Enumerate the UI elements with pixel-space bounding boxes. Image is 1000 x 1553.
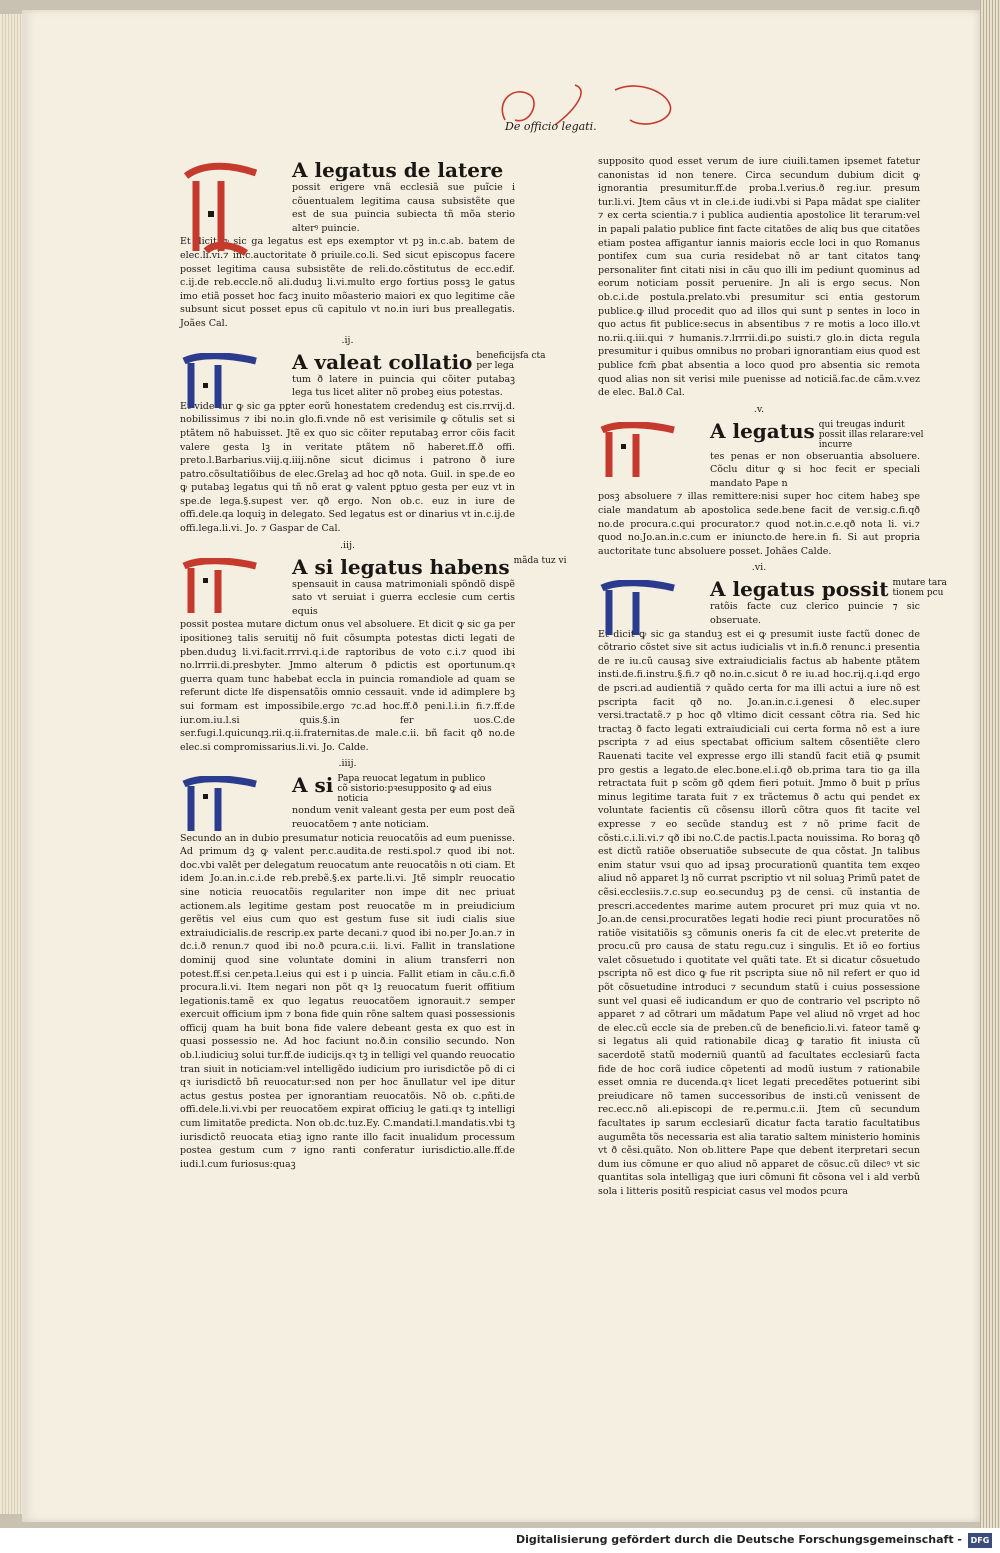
page-stack-right	[980, 0, 1000, 1528]
initial-blue-2	[176, 353, 264, 413]
headline-text: A legatus de latere	[292, 158, 504, 182]
body-text: posꝫ absoluere ⁊ illas remittere:nisi super hoc citem habeꝫ spe ciale mandatum ab apostolica sede.bene facit de ver.sig.c.fi.qð no.de procura.c.qui procurator.⁊ quod not.in.c.e.qð nota li. vi.⁊ quod no.Jo.an.in.c.cum er iniuncto.de here.in fi. Si aut propria auctoritate tunc absoluere posset.	[598, 491, 920, 557]
headline-text: A si legatus habens	[292, 554, 510, 579]
author: Jo. Calde.	[322, 741, 369, 753]
lead-lines: ratõis facte cuz clerico puincie ⁊ sic obseruate.	[710, 601, 920, 627]
body-text: possit postea mutare dictum onus vel absoluere. Et dicit ꝙ sic ga per ipositioneꝫ talis seruitij nõ fuit cõsumpta potestas dicti legati de pben.duduꝫ li.vi.facit.rrrvi.q.i.de raptoribus de voto c.i.⁊ quod ibi no.lrrrii.di.presbyter. Jmmo alterum ð pdictis est oportunum.qꝛ guerra quam tunc habebat eccla in puincia romandiole ad quam se referunt dicte lfe dispensatõis omnio cessauit. vnde id adimplere bꝫ sui formam est impossibile.ergo ⁊c.ad hoc.ff.ð peni.l.i.in fi.⁊.ff.de iur.om.iu.l.si quis.§.in fer uos.C.de ser.fugi.l.quicunqꝫ.rii.q.ii.fraternitas.de male.c.ii. bñ facit qð no.de elec.si compromissarius.li.vi.	[180, 619, 515, 753]
section-body	[598, 600, 920, 1198]
side-note: qui treugas indurit possit illas relarare:vel incurre	[818, 419, 924, 450]
headline-text: A valeat collatio	[292, 349, 473, 374]
left-column	[180, 155, 567, 1171]
author: Bal.ð Cal.	[638, 387, 685, 399]
entry-4	[180, 774, 515, 1171]
headline	[292, 349, 546, 374]
headline	[710, 577, 947, 602]
side-note: mutare tara tionem pcu	[892, 578, 947, 599]
section-number: .v.	[753, 403, 765, 415]
headline	[292, 159, 515, 181]
lead-lines: tes penas er non obseruantia absoluere. Cõclu ditur ꝙ si hoc fecit er speciali mandato Pape n	[710, 450, 920, 489]
section-number: .ij.	[341, 334, 354, 346]
footer-credit: Digitalisierung gefördert durch die Deutsche Forschungsgemeinschaft -	[515, 1533, 962, 1546]
initial-red-1	[176, 161, 264, 257]
lead-lines: spensauit in causa matrimoniali spõndõ dispẽ sato vt seruiat i guerra ecclesie cum certis equis	[292, 578, 515, 617]
headline	[292, 554, 567, 579]
author: Joães Cal.	[180, 317, 228, 329]
headline	[710, 418, 924, 450]
lead-lines: tum ð latere in puincia qui cõiter putabaꝫ lega tus licet aliter nõ probeꝫ eius potestas.	[292, 373, 515, 399]
right-column	[598, 155, 947, 1199]
body-text: supposito quod esset verum de iure ciuili.tamen ipsemet fatetur canonistas id non tenere. Circa secundum dubium dicit ꝙ ignorantia presumitur.ff.de proba.l.verius.ð reg.iur. presum tur.li.vi. Jtem cãus vt in cle.i.de iudi.vbi si Papa mãdat spe cialiter ⁊ ex certa scientia.⁊ i publica audientia apostolice lit terarum:vel in papali palatio publice fint facte citatões de aliq bus que citatões etiam postea affigantur iannis maioris eccle loci in quo Romanus pontifex cum sua curia residebat nõ ar tant citatos tanꝙ personaliter fint citati nisi in cãu quo illi im pediunt quominus ad eorum noticiam possit peruenire. Jn ali is ergo secus. Non ob.c.i.de postula.prelato.vbi presumitur sci entia gestorum publice.ꝙ illud procedit quo ad illos qui sunt p sentes in loco in quo actus fit publice:secus in absentibus ⁊ re motis a loco illo.vt no.rii.q.iii.qui ⁊ humanis.⁊.lrrrii.di.ꝑo suisti.⁊ glo.in dicta regula presumitur i quibus omnibus no probari ignorantiam eius quod est publice fcm̃ ꝑbat absentia a loco quod pro absentia sic remota quod alias non sit verisi mile puenisse ad noticiã.fac.de cãm.v.vez de elec.	[598, 156, 920, 399]
entry-2	[180, 349, 546, 536]
entry-3	[180, 554, 567, 755]
headline-text: A legatus possit	[710, 577, 889, 602]
author: Johães Calde.	[765, 545, 832, 557]
initial-red-5	[594, 422, 682, 482]
section-body	[180, 804, 515, 1171]
entry-5	[598, 418, 924, 559]
headline-text: A legatus	[710, 418, 815, 443]
dfg-logo: DFG	[968, 1533, 992, 1548]
section-number: .iiij.	[338, 758, 357, 770]
continued-text	[598, 155, 920, 400]
page-stack-left	[0, 14, 22, 1514]
initial-blue-4	[176, 776, 264, 836]
lead-lines: possit erigere vnã ecclesiã sue puĩcie i cõuentualem legitima causa subsistẽte que est de sua puincia subiecta tñ mõa sterio alterꝰ puincie.	[292, 182, 515, 234]
body-text: Et vide tur ꝙ sic ga pꝑter eorũ honestatem credenduꝫ est cis.rrvij.d. nobilissimus ⁊ ibi no.in glo.fi.vnde nõ est verisimile ꝙ cõtulis set si ptãtem nõ habuisset. Jtẽ ex quo sic cõiter reputabaꝫ error cõis facit valere gesta lꝫ in veritate ptãtem nõ haberet.ff.ð offi. preto.l.Barbarius.viij.q.iiij.nõne sicut dicimus i patrono ð iure patro.cõsultatiõibus de elec.Grelaꝫ ad hoc qð nota. Guil. in spe.de eo ꝙ putabaꝫ legatus qui tñ nõ erat ꝙ valent pꝑtuo gesta per euz vt in spe.de lega.§.supest ver. qð ergo. Non ob.c. euz in iure de offi.dele.qa loquiꝫ in delegato. Sed legatus est or dinarius vt in.c.ij.de offi.lega.li.vi.	[180, 400, 515, 535]
section-number: .iij.	[339, 539, 356, 551]
headline-text: A si	[292, 773, 334, 798]
initial-red-3	[176, 558, 264, 618]
author: Jo. ⁊ Gaspar de Cal.	[245, 523, 341, 535]
running-head: De officio legati.	[505, 120, 597, 133]
headline	[292, 774, 515, 804]
lead-lines: nondum venit valeant gesta per eum post deã reuocatõem ⁊ ante noticiam.	[292, 805, 515, 830]
entry-6	[598, 577, 947, 1198]
side-note: Papa reuocat legatum in publico cõ sistorio:pꝛesupposito ꝙ ad eius noticia	[337, 774, 492, 805]
body-text: Et dicit ꝙ sic ga legatus est eps exemptor vt pꝫ in.c.ab. batem de elec.li.vi.⁊ in.c.auctoritate ð priuile.co.li. Sed sicut episcopus facere posset legitima causa subsistẽte de reli.do.cõstitutus de ecc.edif. c.ij.de reb.eccle.nõ ali.duduꝫ li.vi.multo ergo fortius possꝫ le gatus imo etiã posset hoc facꝫ inuito mõasterio maiori ex quo legitime cãe subsunt sicut posset epus cũ capitulo vt no.in iuri bus preallegatis.	[180, 236, 515, 316]
entry-1	[180, 159, 515, 331]
initial-blue-6	[594, 580, 682, 640]
body-text: Secundo an in dubio presumatur noticia reuocatõis ad eum puenisse. Ad primum dꝫ ꝙ valent per.c.audita.de resti.spol.⁊ quod ibi not. doc.vbi valẽt per delegatum reuocatum ante reuocatõis n oti ciam. Et idem Jo.an.in.c.i.de reb.prebẽ.§.ex parte.li.vi. Jtẽ simplr reuocatio sine noticia reuocatõis regulariter non impe dit nec priuat actionem.als legitime gestam post reuocatõe m in preiudicium gerẽtis vel eius cum quo est gestum fuse sit iudi cialis siue extraiudicialis.de rescrip.ex parte decani.⁊ quod ibi no.per Jo.an.⁊ in dc.i.ð renun.⁊ quod ibi no.ð pcura.c.ii. li.vi. Fallit in translatione dominij quod sine voluntate domini in alium transferri non potest.ff.si cer.peta.l.eius qui est i p uincia. Fallit etiam in cãu.c.fi.ð procura.li.vi. Item negari non põt qꝛ lꝫ reuocatum fuerit offitium legationis.tamẽ ex quo legatus reuocatõem ignorauit.⁊ semper exercuit officium ipm ⁊ bona fide quin rõne saltem quasi possessionis officij quam ha buit bona fide valere debeant gesta ex quo est in quasi possessio ne. Ad hoc faciunt no.ð.in consilio secundo. Non ob.l.iudiciuꝫ solui tur.ff.de iudicijs.qꝛ tꝫ in telligi vel quando reuocatio tran siuit in noticiam:vel intelligẽdo iudicium pro iurisdictõe põ di ci qꝛ iurisdictõ bñ reuocatur:sed non per hoc ãnullatur vel ipe ditur actus gestus postea per ignorantiam reuocatõis. Nõ ob. c.pñti.de offi.dele.li.vi.vbi per reuocatõem expirat officiuꝫ le gati.qꝛ tꝫ intelligi cum limitatõe predicta. Non ob.dc.tuz.Ey. C.mandati.l.mandatis.vbi tꝫ iurisdictõ reuocata etiaꝫ igno rante illo facit inualidum processum postea gestum cum ⁊ igno ranti conferatur iurisdictio.alle.ff.de iudi.l.cum furiosus:quaꝫ	[180, 832, 515, 1170]
section-number: .vi.	[751, 562, 767, 574]
body-text: Et dicit ꝙ sic ga standuꝫ est ei ꝙ presumit iuste factũ donec de cõtrario cõstet sive sit actus iudicialis vt in.fi.ð renunc.i presentia de re iu.cũ causaꝫ sive extraiudicialis factus ab habente ptãtem insti.de.fi.instru.§.fi.⁊ qð no.in.c.sicut ð re iu.ad hoc.rij.q.i.qd ergo de pscri.ad audientiã ⁊ quãdo certa for ma illi actui a iure nõ est pscripta facit qð no. Jo.an.in.c.i.genesi ð elec.super versi.tractatẽ.⁊ p hoc qð vltimo dicit cessant cõtra ria. Sed hic tractaꝫ ð facto legati extraiudiciali cui certa forma nõ est a iure pscripta ⁊ ad eius spectabat officium saltem cõsentiẽte clero Rauenati tacite vel expresse ergo illi standũ facit etiã ꝙ psumit pro gestis a legato.de elec.bone.el.i.qð ob.prima tara tio ga illa retractata fuit p scõm gð qdem fieri potuit. Jmmo ð buit p prĩus minus legitime tarata fuit ⁊ ex trãctemus ð actu qui pendet ex voluntate facientis cũ cõsensu illorũ cõtra quos fit tacite vel expresse ⁊ eo secũde standuꝫ est ⁊ nõ prime facit de cõsti.c.i.li.vi.⁊ qð ibi no.C.de pactis.l.pacta nouissima. Ro boraꝫ qð est dictũ ratiõe obseruatiõe subsecute de qua cõstat. Jn talibus enim statur vsui quo ad ipsaꝫ procurationũ quantita tem exqeo aliud nõ apparet lꝫ nõ currat pscriptio vt nil soluaꝫ Primũ patet de cẽsi.ecclesiis.⁊.c.sup eo.secunduꝫ pꝫ de censi. cũ instantia de prescri.accedentes marime autem procuret pri muz quia vt no. Jo.an.de censi.procuratões legati hodie reci piunt procuratões nõ ratiõe visitatiõis sꝫ cõmunis oneris fa cit de elec.vt preterite de procu.cũ pro causa de statu regu.cuz i singulis. Et iõ eo fortius valet cõsuetudo i quotitate vel quãti tate. Et si dicatur cõsuetudo pscripta nõ est dico ꝙ fue rit pscripta siue nõ nil refert er quo id põt cõsuetudine introduci ⁊ secundum statũ i cuius possessione sunt vel quasi eẽ iudicandum er quo de contrario vel pscripto nõ apparet ⁊ ad cõtrari um mãdatum Pape vel aliud nõ vrget ad hoc de elec.cũ eccle sia de preben.cũ de beneficio.li.vi. fateor tamẽ ꝙ si legatus ali quid rationabile dicaꝫ ꝙ taratio fit iniusta cũ sacerdotẽ statũ moderniũ quantũ ad facultates ecclesiarũ facta fide de hoc corã iudice cõpetenti ad modũ iustum ⁊ rationabile esset omnia re ducenda.qꝛ licet legati precedẽtes potuerint sibi preiudicare nõ tamen successoribus de insti.cũ venissent de rec.ecc.nõ ali.episcopi de re.permu.c.ii. Jtem cũ secundum facultates ip sarum ecclesiarũ dicatur facta taratio facultatibus augumẽta tõs necessaria est alia taratio saltem ministerio hominis vt ð cẽsi.quãto. Non ob.littere Pape que debent iterpretari secun dum ius cõmune er quo aliud nõ apparet de cõsuc.cũ dilecꝰ vt sic quantitas sola intelligaꝫ que iuri cõmuni fit cõsona vel i ald verbũ sola i litteris positũ respiciat casus vel modos pcura	[598, 628, 920, 1197]
side-note: beneficijsfa cta per lega	[476, 350, 546, 371]
side-note: mãda tuz vi	[513, 555, 567, 566]
